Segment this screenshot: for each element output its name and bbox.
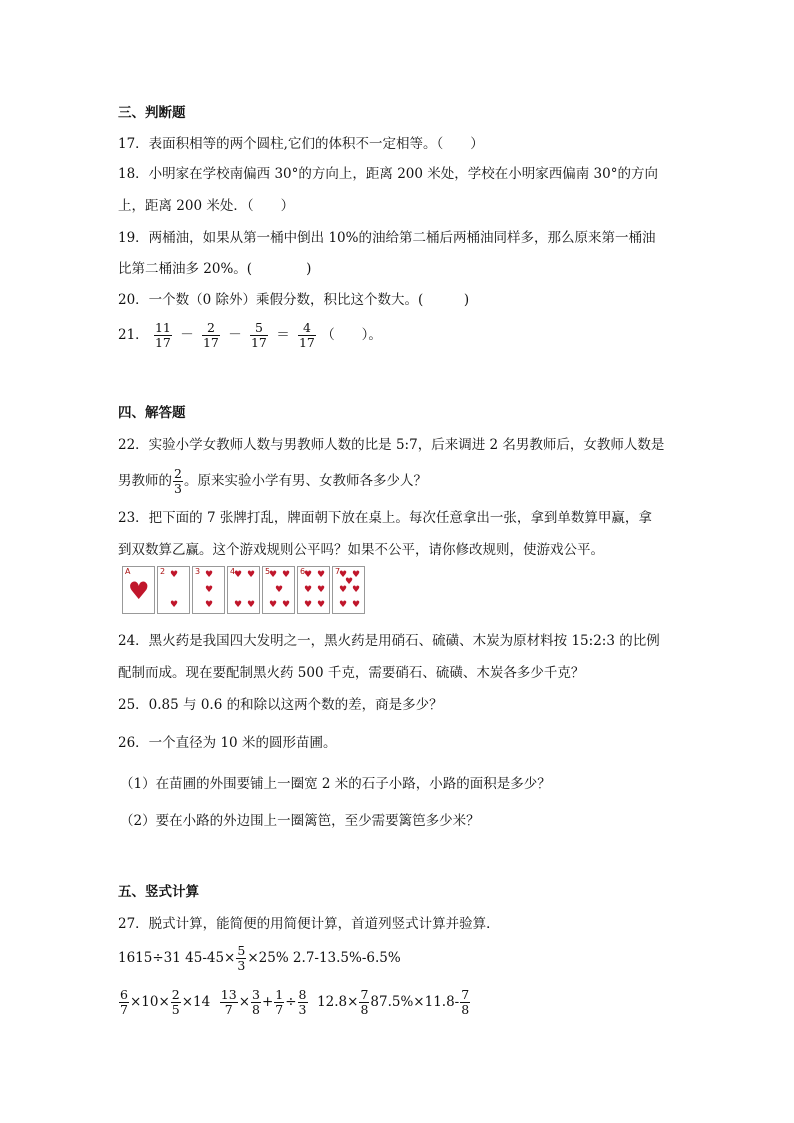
question-27-row1 bbox=[118, 940, 401, 976]
numerator: 2 bbox=[206, 320, 215, 335]
denominator: 5 bbox=[171, 1002, 180, 1017]
fraction bbox=[119, 988, 129, 1017]
question-19-line1: 19．两桶油，如果从第一桶中倒出 10%的油给第二桶后两桶油同样多，那么原来第一桶油 bbox=[118, 230, 656, 246]
heart-icon: ♥ bbox=[247, 570, 256, 580]
fraction bbox=[298, 321, 316, 350]
numerator: 7 bbox=[360, 987, 369, 1002]
heart-icon: ♥ bbox=[352, 585, 361, 595]
heart-icon: ♥ bbox=[269, 570, 278, 580]
numerator: 8 bbox=[298, 987, 307, 1002]
fraction bbox=[460, 988, 470, 1017]
numerator: 3 bbox=[252, 987, 260, 1002]
operator: － bbox=[228, 327, 242, 343]
expression-text: ÷ bbox=[285, 994, 297, 1010]
heart-icon: ♥ bbox=[304, 600, 313, 610]
numerator: 2 bbox=[171, 987, 180, 1002]
card-rank: A bbox=[125, 567, 131, 576]
denominator: 7 bbox=[220, 1002, 238, 1017]
denominator: 8 bbox=[461, 1002, 470, 1017]
numerator: 4 bbox=[302, 320, 311, 335]
playing-cards bbox=[122, 566, 367, 614]
fraction bbox=[298, 988, 308, 1017]
fraction bbox=[173, 467, 183, 496]
numerator: 6 bbox=[120, 987, 128, 1002]
heart-icon: ♥ bbox=[304, 585, 313, 595]
question-22-text: 。原来实验小学有男、女教师各多少人？ bbox=[183, 473, 427, 489]
numerator: 13 bbox=[220, 987, 237, 1002]
numerator: 5 bbox=[254, 320, 263, 335]
fraction bbox=[171, 988, 181, 1017]
card-rank: 5 bbox=[265, 567, 271, 576]
heart-icon: ♥ bbox=[282, 600, 291, 610]
section-title-solve: 四、解答题 bbox=[118, 405, 186, 421]
fraction bbox=[236, 944, 246, 973]
heart-icon: ♥ bbox=[282, 570, 291, 580]
denominator: 7 bbox=[120, 1002, 128, 1017]
expression-text: + bbox=[261, 994, 274, 1010]
heart-icon: ♥ bbox=[247, 600, 256, 610]
heart-icon: ♥ bbox=[275, 585, 284, 595]
denominator: 17 bbox=[250, 335, 267, 350]
heart-card-ace bbox=[122, 566, 155, 614]
question-18-line1: 18．小明家在学校南偏西 30°的方向上，距离 200 米处，学校在小明家西偏南 30°的方向 bbox=[118, 166, 658, 182]
expression-text: 12.8× bbox=[308, 994, 359, 1010]
expression-text: ×10× bbox=[129, 994, 170, 1010]
question-22-line1: 22．实验小学女教师人数与男教师人数的比是 5:7，后来调进 2 名男教师后，女教师人数是 bbox=[118, 437, 665, 453]
fraction bbox=[274, 988, 284, 1017]
heart-icon: ♥ bbox=[205, 600, 214, 610]
card-rank: 2 bbox=[160, 567, 166, 576]
denominator: 17 bbox=[298, 335, 315, 350]
heart-icon: ♥ bbox=[317, 585, 326, 595]
heart-card-2 bbox=[157, 566, 190, 614]
question-21 bbox=[118, 318, 382, 352]
numerator: 7 bbox=[461, 987, 470, 1002]
numerator: 2 bbox=[174, 466, 182, 481]
heart-card-4 bbox=[227, 566, 260, 614]
denominator: 7 bbox=[275, 1002, 284, 1017]
question-22-text: 男教师的 bbox=[118, 473, 172, 489]
heart-icon: ♥ bbox=[269, 600, 278, 610]
fraction bbox=[220, 988, 238, 1017]
question-20: 20．一个数（0 除外）乘假分数，积比这个数大。( ) bbox=[118, 292, 470, 308]
numerator: 1 bbox=[275, 987, 284, 1002]
question-23-line2: 到双数算乙赢。这个游戏规则公平吗？如果不公平，请你修改规则，使游戏公平。 bbox=[118, 542, 604, 558]
heart-card-3 bbox=[192, 566, 225, 614]
denominator: 3 bbox=[237, 958, 246, 973]
card-rank: 6 bbox=[300, 567, 306, 576]
heart-icon: ♥ bbox=[170, 600, 179, 610]
fraction bbox=[202, 321, 220, 350]
fraction bbox=[251, 988, 261, 1017]
numerator: 11 bbox=[154, 320, 171, 335]
heart-icon: ♥ bbox=[304, 570, 313, 580]
heart-icon: ♥ bbox=[170, 570, 179, 580]
operator: ＝ bbox=[276, 327, 290, 343]
denominator: 8 bbox=[360, 1002, 369, 1017]
section-title-judge: 三、判断题 bbox=[118, 105, 186, 121]
denominator: 17 bbox=[154, 335, 171, 350]
denominator: 17 bbox=[202, 335, 219, 350]
card-rank: 4 bbox=[230, 567, 236, 576]
card-rank: 3 bbox=[195, 567, 201, 576]
fraction bbox=[250, 321, 268, 350]
expression-text: × bbox=[238, 994, 251, 1010]
heart-icon: ♥ bbox=[339, 585, 348, 595]
card-rank: 7 bbox=[335, 567, 341, 576]
expression-text: ×25% 2.7-13.5%-6.5% bbox=[247, 950, 401, 966]
heart-icon: ♥ bbox=[128, 577, 150, 605]
question-19-line2: 比第二桶油多 20%。( ) bbox=[118, 261, 312, 277]
heart-card-5 bbox=[262, 566, 295, 614]
expression-text: 87.5%×11.8- bbox=[370, 994, 460, 1010]
expression-text: ×14 bbox=[181, 994, 219, 1010]
denominator: 3 bbox=[298, 1002, 307, 1017]
heart-icon: ♥ bbox=[339, 600, 348, 610]
question-24-line2: 配制而成。现在要配制黑火药 500 千克，需要硝石、硫磺、木炭各多少千克？ bbox=[118, 665, 585, 681]
heart-card-6 bbox=[297, 566, 330, 614]
heart-icon: ♥ bbox=[352, 570, 361, 580]
heart-icon: ♥ bbox=[345, 577, 354, 587]
question-18-line2: 上，距离 200 米处．（ ） bbox=[118, 198, 295, 214]
question-23-line1: 23．把下面的 7 张牌打乱，牌面朝下放在桌上。每次任意拿出一张，拿到单数算甲赢，拿 bbox=[118, 510, 652, 526]
question-22-line2 bbox=[118, 464, 427, 498]
fraction bbox=[359, 988, 369, 1017]
heart-icon: ♥ bbox=[205, 585, 214, 595]
heart-icon: ♥ bbox=[339, 570, 348, 580]
question-26-part2: （2）要在小路的外边围上一圈篱笆，至少需要篱笆多少米？ bbox=[120, 813, 480, 829]
expression-text: 1615÷31 45-45× bbox=[118, 950, 236, 966]
heart-icon: ♥ bbox=[317, 600, 326, 610]
heart-card-7 bbox=[332, 566, 365, 614]
denominator: 8 bbox=[252, 1002, 260, 1017]
question-26-stem: 26．一个直径为 10 米的圆形苗圃。 bbox=[118, 735, 337, 751]
denominator: 3 bbox=[174, 481, 182, 496]
question-21-prefix: 21． bbox=[118, 327, 149, 343]
heart-icon: ♥ bbox=[234, 600, 243, 610]
numerator: 5 bbox=[237, 943, 246, 958]
question-27-stem: 27．脱式计算，能简便的用简便计算，首道列竖式计算并验算． bbox=[118, 916, 500, 932]
question-24-line1: 24．黑火药是我国四大发明之一，黑火药是用硝石、硫磺、木炭为原材料按 15:2:3 的比例 bbox=[118, 633, 660, 649]
question-26-part1: （1）在苗圃的外围要铺上一圈宽 2 米的石子小路，小路的面积是多少？ bbox=[120, 776, 551, 792]
section-title-calc: 五、竖式计算 bbox=[118, 884, 199, 900]
question-17: 17．表面积相等的两个圆柱,它们的体积不一定相等。（ ） bbox=[118, 136, 484, 152]
question-21-suffix: （ ）。 bbox=[321, 327, 382, 343]
question-27-row2 bbox=[118, 984, 471, 1020]
operator: － bbox=[180, 327, 194, 343]
question-25: 25．0.85 与 0.6 的和除以这两个数的差，商是多少？ bbox=[118, 697, 443, 713]
heart-icon: ♥ bbox=[352, 600, 361, 610]
fraction bbox=[154, 321, 172, 350]
heart-icon: ♥ bbox=[234, 570, 243, 580]
heart-icon: ♥ bbox=[317, 570, 326, 580]
heart-icon: ♥ bbox=[205, 570, 214, 580]
